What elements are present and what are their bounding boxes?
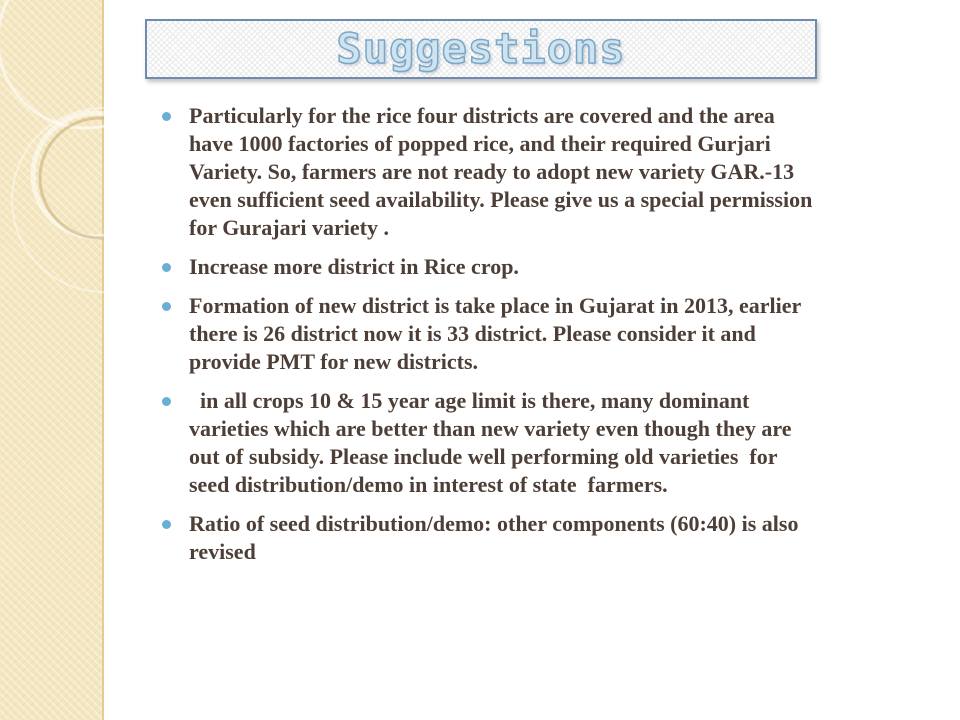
list-item-text: Ratio of seed distribution/demo: other components (60:40) is also revised: [189, 511, 799, 564]
suggestion-list: [162, 102, 822, 577]
list-item: [162, 253, 822, 281]
title-box: [145, 19, 817, 79]
list-item: [162, 387, 822, 499]
bullet-icon: [162, 302, 171, 311]
list-item-text: Formation of new district is take place in Gujarat in 2013, earlier there is 26 district now it is 33 district. Please consider it and provide PMT for new districts.: [189, 293, 801, 374]
decorative-rings-graphic: [0, 0, 104, 720]
decorative-side-strip: [0, 0, 104, 720]
bullet-icon: [162, 520, 171, 529]
list-item-text: Particularly for the rice four districts are covered and the area have 1000 factories of popped rice, and their required Gurjari Variety. So, farmers are not ready to adopt new variety GAR.-13 even sufficient seed availability. Please give us a special permission for Gurajari variety .: [189, 103, 813, 240]
page-title: Suggestions: [336, 24, 626, 73]
list-item-text: in all crops 10 & 15 year age limit is there, many dominant varieties which are better than new variety even though they are out of subsidy. Please include well performing old varieties for seed distribution/demo in interest of state farmers.: [189, 388, 797, 497]
list-item: [162, 510, 822, 566]
bullet-icon: [162, 263, 171, 272]
list-item: [162, 102, 822, 242]
bullet-icon: [162, 112, 171, 121]
list-item-text: Increase more district in Rice crop.: [189, 254, 519, 279]
bullet-icon: [162, 397, 171, 406]
list-item: [162, 292, 822, 376]
